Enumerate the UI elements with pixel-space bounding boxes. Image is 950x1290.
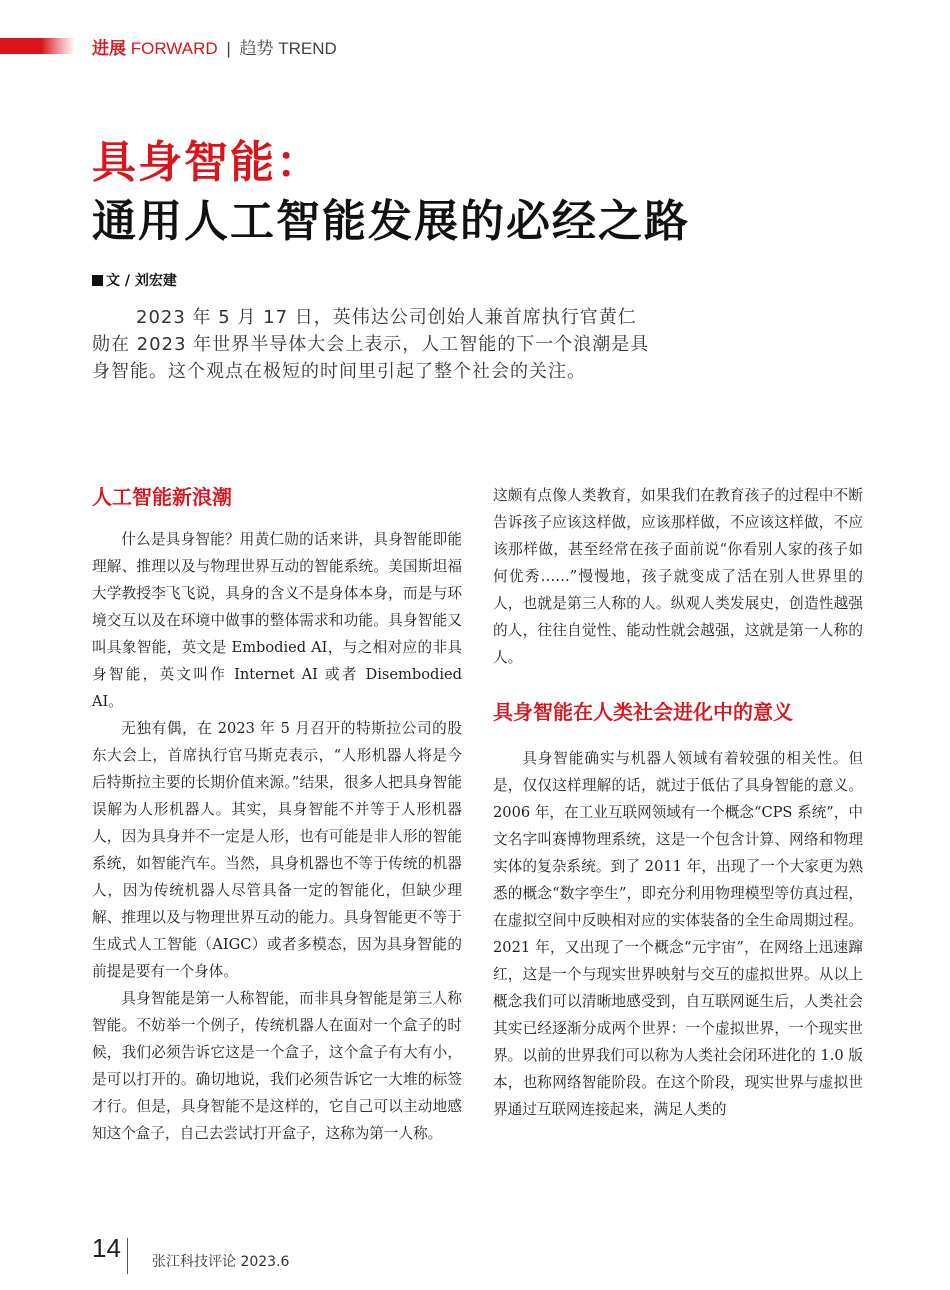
header-accent-bar bbox=[0, 38, 75, 54]
byline-square-icon bbox=[92, 275, 103, 286]
right-column bbox=[493, 482, 863, 1123]
publication-name: 张江科技评论 2023.6 bbox=[152, 1254, 290, 1270]
heading-new-wave: 人工智能新浪潮 bbox=[92, 485, 232, 509]
right-paragraph-1: 这颇有点像人类教育，如果我们在教育孩子的过程中不断告诉孩子应该这样做，应该那样做，不应该这样做，不应该那样做，甚至经常在孩子面前说“你看别人家的孩子如何优秀……”慢慢地，孩子就变成了活在别人世界里的人，也就是第三人称的人。纵观人类发展史，创造性越强的人，往往自觉性、能动性就会越强，这就是第一人称的人。 bbox=[493, 487, 863, 666]
footer-divider bbox=[127, 1238, 128, 1274]
section-en: FORWARD bbox=[130, 39, 218, 58]
page-number: 14 bbox=[92, 1233, 121, 1263]
left-paragraph-2: 无独有偶，在 2023 年 5 月召开的特斯拉公司的股东大会上，首席执行官马斯克表示，“人形机器人将是今后特斯拉主要的长期价值来源。”结果，很多人把具身智能误解为人形机器人。其实，具身智能不并等于人形机器人，因为具身并不一定是人形，也有可能是非人形的智能系统，如智能汽车。当然，具身机器也不等于传统的机器人，因为传统机器人尽管具备一定的智能化，但缺少理解、推理以及与物理世界互动的能力。具身智能更不等于生成式人工智能（AIGC）或者多模态，因为具身智能的前提是要有一个身体。 bbox=[92, 720, 462, 980]
section-tag bbox=[92, 38, 337, 60]
title-line-2: 通用人工智能发展的必经之路 bbox=[92, 196, 690, 247]
byline-text: 文 / 刘宏建 bbox=[106, 273, 177, 289]
lead-paragraph: 2023 年 5 月 17 日，英伟达公司创始人兼首席执行官黄仁勋在 2023 年世界半导体大会上表示，人工智能的下一个浪潮是具身智能。这个观点在极短的时间里引起了整个社会的关注。 bbox=[92, 307, 650, 382]
section-separator: | bbox=[226, 39, 231, 58]
left-paragraph-1: 什么是具身智能？用黄仁勋的话来讲，具身智能即能理解、推理以及与物理世界互动的智能系统。美国斯坦福大学教授李飞飞说，具身的含义不是身体本身，而是与环境交互以及在环境中做事的整体需求和功能。具身智能又叫具象智能，英文是 Embodied AI，与之相对应的非具身智能，英文叫作 Internet AI 或者 Disembodied AI。 bbox=[92, 531, 462, 710]
right-paragraph-2: 具身智能确实与机器人领域有着较强的相关性。但是，仅仅这样理解的话，就过于低估了具身智能的意义。2006 年，在工业互联网领域有一个概念“CPS 系统”，中文名字叫赛博物理系统，这是一个包含计算、网络和物理实体的复杂系统。到了 2011 年，出现了一个大家更为熟悉的概念“数字孪生”，即充分利用物理模型等仿真过程，在虚拟空间中反映相对应的实体装备的全生命周期过程。2021 年，又出现了一个概念“元宇宙”，在网络上迅速蹿红，这是一个与现实世界映射与交互的虚拟世界。从以上概念我们可以清晰地感受到，自互联网诞生后，人类社会其实已经逐渐分成两个世界：一个虚拟世界，一个现实世界。以前的世界我们可以称为人类社会闭环进化的 1.0 版本，也称网络智能阶段。在这个阶段，现实世界与虚拟世界通过互联网连接起来，满足人类的 bbox=[493, 750, 863, 1118]
left-column bbox=[92, 482, 462, 1147]
left-paragraph-3: 具身智能是第一人称智能，而非具身智能是第三人称智能。不妨举一个例子，传统机器人在面对一个盒子的时候，我们必须告诉它这是一个盒子，这个盒子有大有小，是可以打开的。确切地说，我们必须告诉它一大堆的标签才行。但是，具身智能不是这样的，它自己可以主动地感知这个盒子，自己去尝试打开盒子，这称为第一人称。 bbox=[92, 990, 462, 1142]
heading-significance: 具身智能在人类社会进化中的意义 bbox=[493, 700, 793, 724]
section-cn: 进展 bbox=[92, 39, 126, 58]
byline bbox=[92, 270, 177, 290]
trend-cn: 趋势 bbox=[239, 39, 274, 58]
title-line-1: 具身智能： bbox=[92, 137, 322, 188]
trend-en: TREND bbox=[278, 39, 337, 58]
